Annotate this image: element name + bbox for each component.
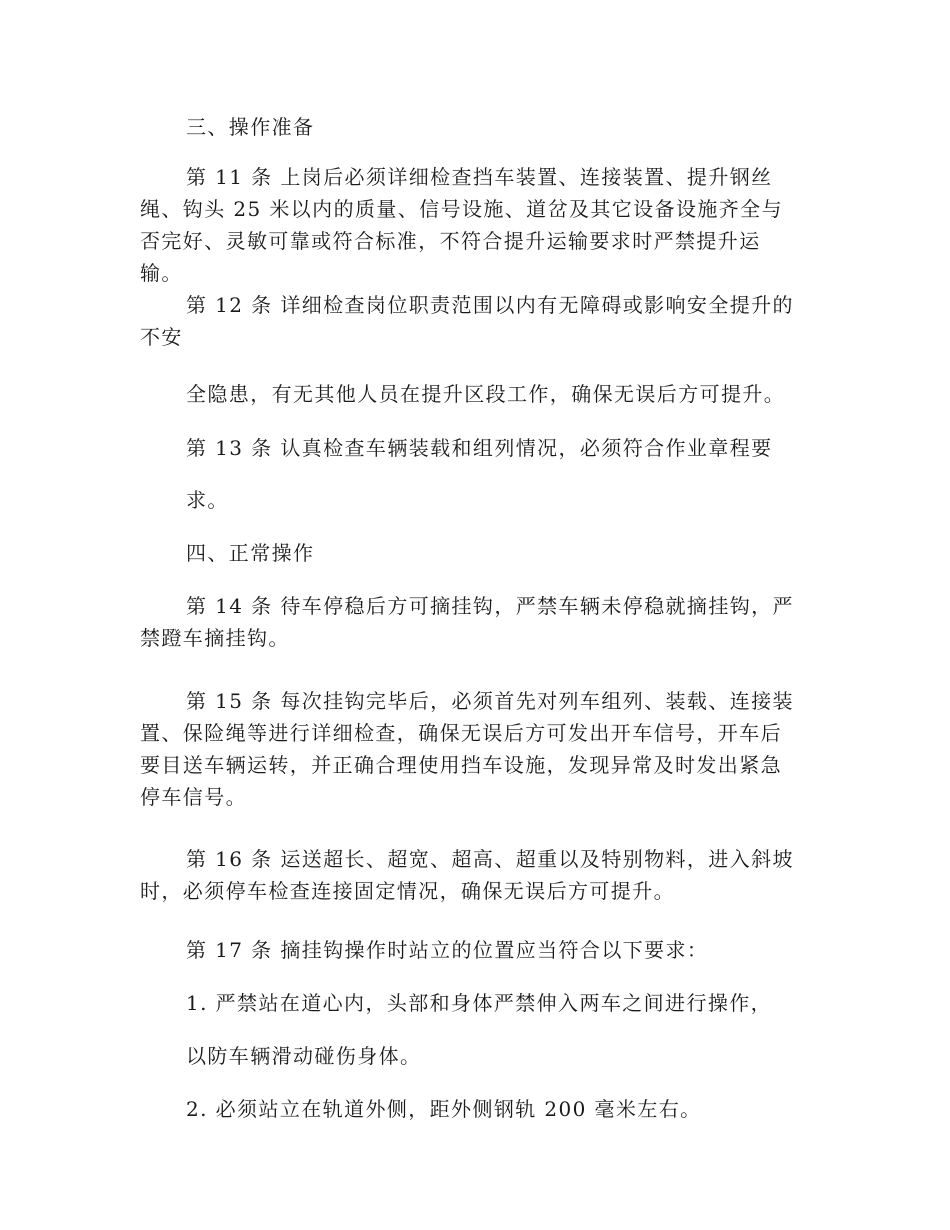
list-item-2: 2. 必须站立在轨道外侧，距外侧钢轨 200 毫米左右。 <box>186 1097 702 1121</box>
article-16: 第 16 条 运送超长、超宽、超高、超重以及特别物料，进入斜坡时，必须停车检查连接固定情况，确保无误后方可提升。 <box>140 847 794 903</box>
article-14: 第 14 条 待车停稳后方可摘挂钩，严禁车辆未停稳就摘挂钩，严禁蹬车摘挂钩。 <box>140 594 794 650</box>
section-heading-preparation: 三、操作准备 <box>186 115 315 139</box>
article-11: 第 11 条 上岗后必须详细检查挡车装置、连接装置、提升钢丝绳、钩头 25 米以内的质量、信号设施、道岔及其它设备设施齐全与否完好、灵敏可靠或符合标准，不符合提升运输要求时严禁提升运输。 <box>140 165 783 285</box>
article-15: 第 15 条 每次挂钩完毕后，必须首先对列车组列、装载、连接装置、保险绳等进行详细检查，确保无误后方可发出开车信号，开车后要目送车辆运转，并正确合理使用挡车设施，发现异常及时发出紧急停车信号。 <box>140 689 794 809</box>
article-12-continued: 全隐患，有无其他人员在提升区段工作，确保无误后方可提升。 <box>186 382 786 406</box>
list-item-1: 1. 严禁站在道心内，头部和身体严禁伸入两车之间进行操作， <box>186 991 773 1015</box>
list-item-1-continued: 以防车辆滑动碰伤身体。 <box>186 1044 422 1068</box>
article-17: 第 17 条 摘挂钩操作时站立的位置应当符合以下要求： <box>186 938 709 962</box>
section-heading-normal-operation: 四、正常操作 <box>186 541 315 565</box>
article-13: 第 13 条 认真检查车辆装载和组列情况，必须符合作业章程要 <box>186 436 773 460</box>
article-13-continued: 求。 <box>186 488 229 512</box>
article-12: 第 12 条 详细检查岗位职责范围以内有无障碍或影响安全提升的不安 <box>140 293 794 349</box>
